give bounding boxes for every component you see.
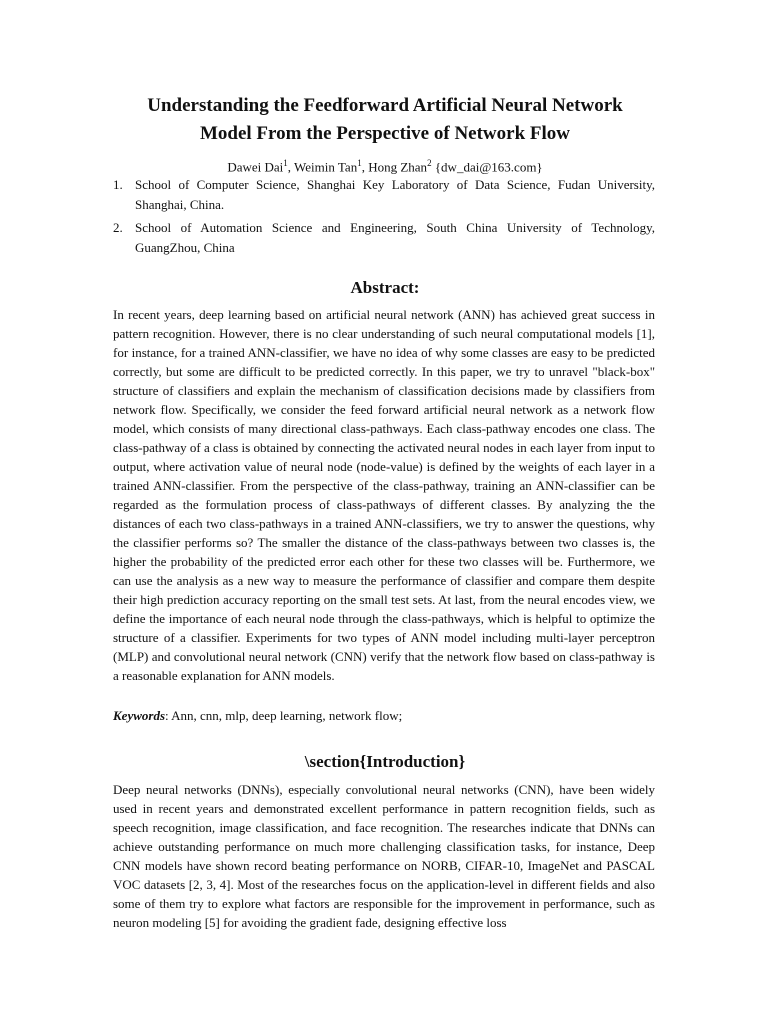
affil-mark: 1 xyxy=(357,158,362,168)
introduction-heading: \section{Introduction} xyxy=(304,752,466,771)
author-email: {dw_dai@163.com} xyxy=(434,159,543,175)
affiliation-text: School of Computer Science, Shanghai Key Laboratory of Data Science, Fudan University, Shanghai, China. xyxy=(135,177,655,212)
keywords-text: : Ann, cnn, mlp, deep learning, network flow; xyxy=(165,708,403,723)
affiliation-text: School of Automation Science and Engineering, South China University of Technology, GuangZhou, China xyxy=(135,220,655,255)
title-line-2: Model From the Perspective of Network Flow xyxy=(199,123,571,144)
title-line-1: Understanding the Feedforward Artificial Neural Network xyxy=(147,95,623,116)
affiliation-number: 1. xyxy=(113,177,123,192)
keywords-label: Keywords xyxy=(113,708,165,723)
author-name: Weimin Tan xyxy=(294,159,358,175)
author-line: Dawei Dai$^1$, Weimin Tan$^1$, Hong Zhan$^2$ {dw_dai@163.com} xyxy=(227,158,543,175)
keywords-line xyxy=(113,706,655,725)
affil-mark: 1 xyxy=(283,158,288,168)
introduction-text: Deep neural networks (DNNs), especially convolutional neural networks (CNN), have been widely used in recent years and demonstrated excellent performance in pattern recognition fields, such as speech recognition, image classification, and face recognition. The researches indicate that DNNs can achieve outstanding performance on much more challenging classification tasks, for instance, Deep CNN models have shown record beating performance on NORB, CIFAR-10, ImageNet and PASCAL VOC datasets [2, 3, 4]. Most of the researches focus on the application-level in different fields and also some of them try to explore what factors are responsible for the improvement in performance, such as neuron modeling [5] for avoiding the gradient fade, designing effective loss xyxy=(113,782,655,930)
author-name: Dawei Dai xyxy=(227,159,284,175)
abstract-text: In recent years, deep learning based on artificial neural network (ANN) has achieved great success in pattern recognition. However, there is no clear understanding of such neural computational models [1], for instance, for a trained ANN-classifier, we have no idea of why some classes are easy to be predicted correctly, but some are difficult to be predicted correctly. In this paper, we try to unravel "black-box" structure of classifiers and explain the mechanism of classification decisions made by classifiers from network flow. Specifically, we consider the feed forward artificial neural network as a network flow model, which consists of many directional class-pathways. Each class-pathway encodes one class. The class-pathway of a class is obtained by connecting the activated neural nodes in each layer from input to output, where activation value of neural node (node-value) is defined by the weights of each layer in a trained ANN-classifier. From the perspective of the class-pathway, training an ANN-classifier can be regarded as the formulation process of class-pathways of different classes. By analyzing the the distances of each two class-pathways in a trained ANN-classifiers, we try to answer the questions, why the classifier performs so? The smaller the distance of the class-pathways between two classes is, the higher the probability of the predicted error each other for these two classes will be. Furthermore, we can use the analysis as a new way to measure the performance of classifier and compare them despite their high prediction accuracy reporting on the small test sets. At last, from the neural encodes view, we define the importance of each neural node through the class-pathways, which is helpful to optimize the structure of a classifier. Experiments for two types of ANN model including multi-layer perceptron (MLP) and convolutional neural network (CNN) verify that the network flow based on class-pathway is a reasonable explanation for ANN models. xyxy=(113,307,655,683)
paper-title xyxy=(80,92,690,148)
author-name: Hong Zhan xyxy=(368,159,428,175)
affiliation-list xyxy=(113,175,655,261)
affiliation-item xyxy=(113,175,655,215)
affiliation-item xyxy=(113,218,655,258)
affil-mark: 2 xyxy=(427,158,432,168)
abstract-heading: Abstract: xyxy=(350,278,420,297)
affiliation-number: 2. xyxy=(113,220,123,235)
